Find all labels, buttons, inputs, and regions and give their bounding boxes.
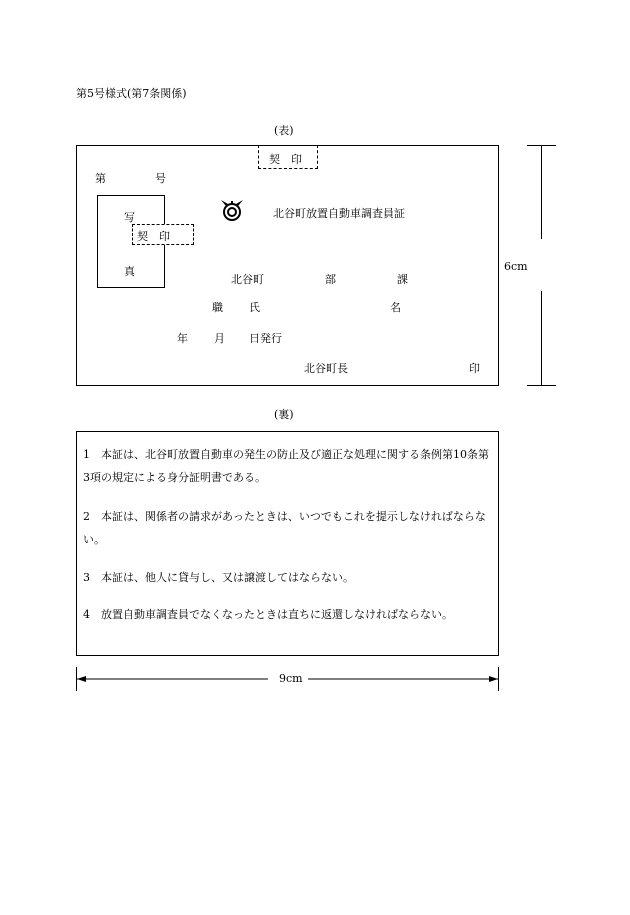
- mayor-label: 北谷町長: [304, 362, 348, 375]
- photo-label-top: 写: [124, 211, 135, 224]
- form-title: 第5号様式(第7条関係): [76, 87, 187, 100]
- top-keiin-box: [258, 145, 318, 169]
- back-item-1: 1 本証は、北谷町放置自動車の発生の防止及び適正な処理に関する条例第10条第3項の規定による身分証明書である。: [83, 448, 489, 484]
- width-dim-right-tick: [498, 667, 499, 691]
- nen-label: 年: [177, 332, 188, 345]
- height-dim-line-upper: [541, 145, 542, 239]
- width-dim-label: 9cm: [279, 672, 303, 685]
- back-item-3: 3 本証は、他人に貸与し、又は譲渡してはならない。: [83, 571, 354, 584]
- height-dim-bottom-tick: [527, 385, 556, 386]
- back-card: [76, 431, 499, 656]
- bu-label: 部: [325, 273, 336, 286]
- photo-label-bottom: 真: [124, 265, 135, 278]
- top-keiin-label: 契 印: [269, 153, 302, 166]
- shoku-label: 職: [212, 301, 223, 314]
- width-dim-arrow-right: [308, 674, 499, 684]
- height-dim-line-lower: [541, 291, 542, 385]
- tsuki-label: 月: [214, 332, 225, 345]
- width-dim-arrow-left: [76, 674, 268, 684]
- card-title: 北谷町放置自動車調査員証: [273, 207, 405, 220]
- mei-label: 名: [390, 301, 401, 314]
- height-dim-label: 6cm: [504, 260, 528, 273]
- number-prefix: 第: [95, 172, 106, 185]
- number-suffix: 号: [155, 172, 166, 185]
- town-emblem-icon: [220, 198, 244, 222]
- front-label: (表): [274, 124, 294, 137]
- photo-keiin-label: 契 印: [137, 230, 170, 243]
- front-card: [76, 145, 499, 386]
- seal-label: 印: [469, 362, 480, 375]
- back-label: (裏): [274, 408, 294, 421]
- back-item-4: 4 放置自動車調査員でなくなったときは直ちに返還しなければならない。: [83, 608, 453, 621]
- issued-label: 日発行: [249, 332, 282, 345]
- back-item-2: 2 本証は、関係者の請求があったときは、いつでもこれを提示しなければならない。: [83, 510, 486, 546]
- town-name: 北谷町: [231, 273, 264, 286]
- shi-label: 氏: [249, 301, 260, 314]
- ka-label: 課: [397, 273, 408, 286]
- photo-keiin-box: [132, 224, 194, 245]
